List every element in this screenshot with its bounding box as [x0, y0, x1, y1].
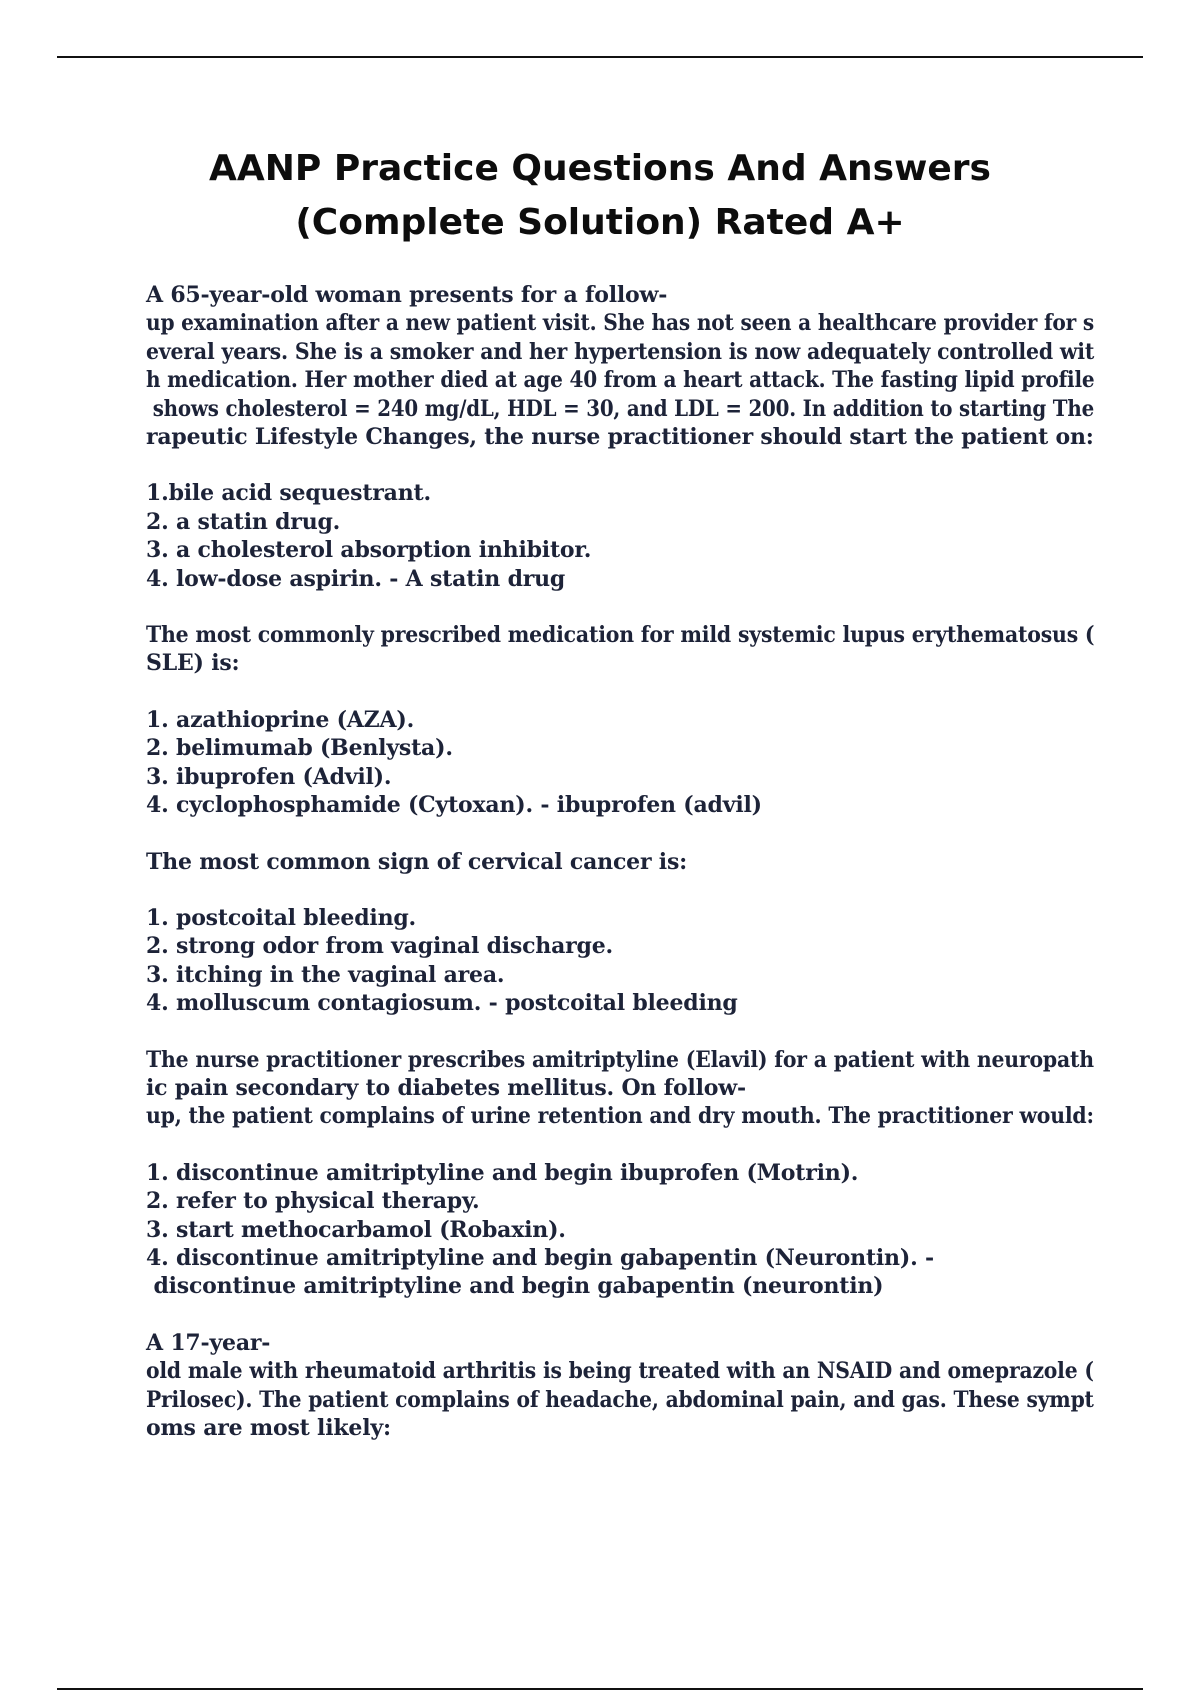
text-line: oms are most likely:	[146, 1415, 391, 1441]
option-line: 4. cyclophosphamide (Cytoxan). - ibuprofen (advil)	[146, 792, 762, 819]
option-line: 2. strong odor from vaginal discharge.	[146, 933, 613, 960]
text-line: SLE) is:	[146, 650, 240, 677]
question-1-options	[146, 479, 1094, 593]
text-line: The most commonly prescribed medication for mild systemic lupus erythematosus (	[146, 622, 1095, 649]
option-line: 4. discontinue amitriptyline and begin gabapentin (Neurontin). -	[146, 1244, 934, 1271]
footer-rule	[57, 1688, 1143, 1690]
header-rule	[57, 56, 1143, 58]
option-line: 4. low-dose aspirin. - A statin drug	[146, 565, 566, 592]
question-4-stem	[146, 1046, 1094, 1131]
text-line: everal years. She is a smoker and her hypertension is now adequately controlled wit	[146, 338, 1095, 365]
text-line: h medication. Her mother died at age 40 from a heart attack. The fasting lipid profile	[146, 367, 1095, 394]
title-line-1: AANP Practice Questions And Answers	[209, 148, 991, 189]
option-line: 3. a cholesterol absorption inhibitor.	[146, 537, 592, 564]
option-line: 2. refer to physical therapy.	[146, 1188, 480, 1215]
question-3-stem	[146, 848, 1094, 876]
question-2-options	[146, 706, 1094, 820]
option-line: 1. postcoital bleeding.	[146, 904, 417, 931]
document-body	[146, 281, 1094, 1470]
text-line: Prilosec). The patient complains of headache, abdominal pain, and gas. These sympt	[146, 1386, 1094, 1413]
option-line: 1. azathioprine (AZA).	[146, 706, 415, 733]
option-line: 1. discontinue amitriptyline and begin ibuprofen (Motrin).	[146, 1159, 859, 1186]
option-line: 3. start methocarbamol (Robaxin).	[146, 1216, 566, 1243]
question-4-options	[146, 1159, 1094, 1301]
question-1-stem	[146, 281, 1094, 451]
title-line-2: (Complete Solution) Rated A+	[295, 202, 905, 243]
option-line: 3. itching in the vaginal area.	[146, 961, 505, 988]
option-line: 2. a statin drug.	[146, 508, 341, 535]
option-line: 4. molluscum contagiosum. - postcoital bleeding	[146, 990, 738, 1017]
option-line: discontinue amitriptyline and begin gabapentin (neurontin)	[146, 1273, 884, 1300]
option-line: 1.bile acid sequestrant.	[146, 480, 431, 507]
option-line: 2. belimumab (Benlysta).	[146, 735, 453, 762]
text-line: up examination after a new patient visit. She has not seen a healthcare provider for s	[146, 310, 1095, 337]
option-line: 3. ibuprofen (Advil).	[146, 763, 392, 790]
text-line: shows cholesterol = 240 mg/dL, HDL = 30, and LDL = 200. In addition to starting The	[146, 395, 1095, 422]
text-line: A 65-year-old woman presents for a follow-	[146, 282, 668, 308]
text-line: up, the patient complains of urine retention and dry mouth. The practitioner would:	[146, 1103, 1094, 1130]
text-line: rapeutic Lifestyle Changes, the nurse practitioner should start the patient on:	[146, 424, 1094, 451]
text-line: old male with rheumatoid arthritis is being treated with an NSAID and omeprazole (	[146, 1358, 1094, 1385]
text-line: A 17-year-	[146, 1329, 271, 1356]
question-2-stem	[146, 621, 1094, 678]
text-line: The nurse practitioner prescribes amitriptyline (Elavil) for a patient with neuropath	[146, 1046, 1094, 1073]
question-5-stem	[146, 1329, 1094, 1443]
text-line: The most common sign of cervical cancer is:	[146, 848, 688, 875]
text-line: ic pain secondary to diabetes mellitus. On follow-	[146, 1074, 746, 1101]
question-3-options	[146, 904, 1094, 1018]
document-title	[0, 142, 1200, 250]
